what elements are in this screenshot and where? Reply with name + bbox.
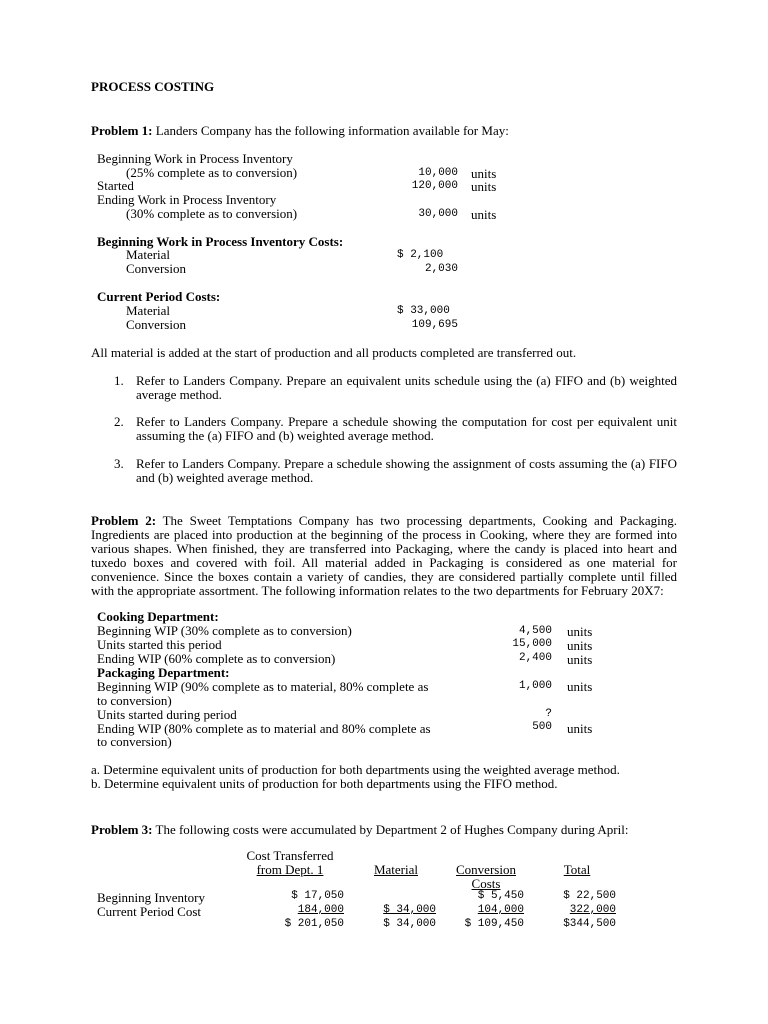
question-1	[114, 373, 677, 402]
total-conversion: $ 109,450	[464, 918, 524, 930]
current-material-label: Material	[126, 303, 171, 318]
current-material	[360, 903, 436, 917]
header-total	[552, 863, 602, 877]
current-cost-transferred	[260, 903, 344, 917]
problem-2-question-a: a. Determine equivalent units of production for both departments using the weighted average method.	[91, 762, 620, 777]
cooking-heading: Cooking Department:	[97, 609, 219, 624]
bwip-material-value: $ 2,100	[397, 249, 444, 261]
bwip-material-label: Material	[126, 247, 171, 262]
question-3-num: 3.	[114, 456, 124, 471]
cooking-started-label: Units started this period	[97, 637, 222, 652]
question-2-num: 2.	[114, 414, 124, 429]
header-conversion	[446, 863, 526, 877]
header-conversion-text: Conversion	[456, 862, 516, 877]
question-3	[114, 456, 677, 485]
current-conversion-label: Conversion	[126, 317, 186, 332]
problem-2-intro-text: The Sweet Temptations Company has two processing departments, Cooking and Packaging. Ingredients are placed into production at the beginning of the process in Cooking, where they are formed into various shapes. When finished, they are transferred into Packaging, where the candy is placed into heart and tuxedo boxes and covered with foil. All material added in Packaging is considered as one material for convenience. Since the boxes contain a variety of candies, they are considered partially complete until filled with the appropriate assortment. The following information relates to the two departments for February 20X7:	[91, 513, 678, 598]
ewip-label: Ending Work in Process Inventory	[97, 192, 277, 207]
header-costs-text: Costs	[471, 876, 501, 891]
current-conversion	[452, 903, 524, 917]
packaging-ewip-label-2: to conversion)	[97, 734, 172, 749]
begin-conversion: $ 5,450	[477, 890, 524, 902]
problem-1-intro	[91, 124, 509, 138]
question-2	[114, 414, 677, 443]
bwip-units: units	[471, 166, 497, 181]
problem-2-intro	[91, 514, 677, 598]
packaging-started-label: Units started during period	[97, 707, 237, 722]
problem-1-intro-text: Landers Company has the following information available for May:	[152, 123, 509, 138]
problem-3-intro	[91, 823, 628, 837]
packaging-ewip-label-1: Ending WIP (80% complete as to material and 80% complete as	[97, 721, 431, 736]
packaging-heading: Packaging Department:	[97, 665, 230, 680]
header-material-text: Material	[373, 862, 419, 877]
started-units: units	[471, 179, 497, 194]
problem-1-label: Problem 1:	[91, 123, 153, 138]
started-label: Started	[97, 178, 134, 193]
bwip-conversion-label: Conversion	[126, 261, 186, 276]
header-cost-transferred: Cost Transferred	[246, 848, 334, 863]
problem-1-note: All material is added at the start of production and all products completed are transferred out.	[91, 345, 577, 360]
packaging-bwip-label-2: to conversion)	[97, 693, 172, 708]
cooking-ewip-label: Ending WIP (60% complete as to conversion)	[97, 651, 336, 666]
total-total: $344,500	[563, 918, 616, 930]
page-title: PROCESS COSTING	[91, 79, 215, 94]
header-from-dept-1	[230, 863, 350, 877]
bwip-costs-heading: Beginning Work in Process Inventory Costs:	[97, 234, 344, 249]
packaging-ewip-qty: 500	[532, 721, 552, 733]
ewip-note: (30% complete as to conversion)	[126, 206, 298, 221]
cooking-started-qty: 15,000	[512, 638, 552, 650]
packaging-started-qty: ?	[545, 708, 552, 720]
current-material-text: $ 34,000	[383, 904, 436, 916]
cooking-bwip-label: Beginning WIP (30% complete as to conversion)	[97, 623, 352, 638]
ewip-units: units	[471, 207, 497, 222]
ewip-qty: 30,000	[418, 208, 458, 220]
bwip-label: Beginning Work in Process Inventory	[97, 151, 293, 166]
cooking-bwip-units: units	[567, 624, 593, 639]
packaging-ewip-units: units	[567, 721, 593, 736]
begin-cost-transferred: $ 17,050	[291, 890, 344, 902]
bwip-qty: 10,000	[418, 167, 458, 179]
packaging-bwip-label-1: Beginning WIP (90% complete as to material, 80% complete as	[97, 679, 429, 694]
current-total-text: 322,000	[569, 904, 616, 916]
begin-total: $ 22,500	[563, 890, 616, 902]
cooking-ewip-qty: 2,400	[518, 652, 552, 664]
cooking-started-units: units	[567, 638, 593, 653]
header-material	[366, 863, 426, 877]
current-conversion-text: 104,000	[477, 904, 524, 916]
packaging-bwip-qty: 1,000	[518, 680, 552, 692]
bwip-note: (25% complete as to conversion)	[126, 165, 298, 180]
row-current-period-cost: Current Period Cost	[97, 904, 201, 919]
total-cost-transferred: $ 201,050	[284, 918, 344, 930]
problem-2-question-b: b. Determine equivalent units of production for both departments using the FIFO method.	[91, 776, 558, 791]
current-conversion-value: 109,695	[411, 319, 458, 331]
total-material: $ 34,000	[383, 918, 436, 930]
current-costs-heading: Current Period Costs:	[97, 289, 221, 304]
bwip-conversion-value: 2,030	[424, 263, 458, 275]
header-total-text: Total	[563, 862, 591, 877]
started-qty: 120,000	[411, 180, 458, 192]
cooking-bwip-qty: 4,500	[518, 625, 552, 637]
problem-3-label: Problem 3:	[91, 822, 153, 837]
problem-3-intro-text: The following costs were accumulated by Department 2 of Hughes Company during April:	[152, 822, 629, 837]
question-3-text: Refer to Landers Company. Prepare a schedule showing the assignment of costs assuming the (a) FIFO and (b) weighted average method.	[136, 456, 677, 485]
problem-2-label: Problem 2:	[91, 513, 157, 528]
current-cost-transferred-text: 184,000	[297, 904, 344, 916]
question-1-num: 1.	[114, 373, 124, 388]
cooking-ewip-units: units	[567, 652, 593, 667]
current-material-value: $ 33,000	[397, 305, 450, 317]
header-from-dept-1-text: from Dept. 1	[256, 862, 324, 877]
row-beginning-inventory: Beginning Inventory	[97, 890, 205, 905]
packaging-bwip-units: units	[567, 679, 593, 694]
question-2-text: Refer to Landers Company. Prepare a schedule showing the computation for cost per equivalent unit assuming the (a) FIFO and (b) weighted average method.	[136, 414, 677, 443]
question-1-text: Refer to Landers Company. Prepare an equivalent units schedule using the (a) FIFO and (b) weighted average method.	[136, 373, 677, 402]
current-total	[540, 903, 616, 917]
